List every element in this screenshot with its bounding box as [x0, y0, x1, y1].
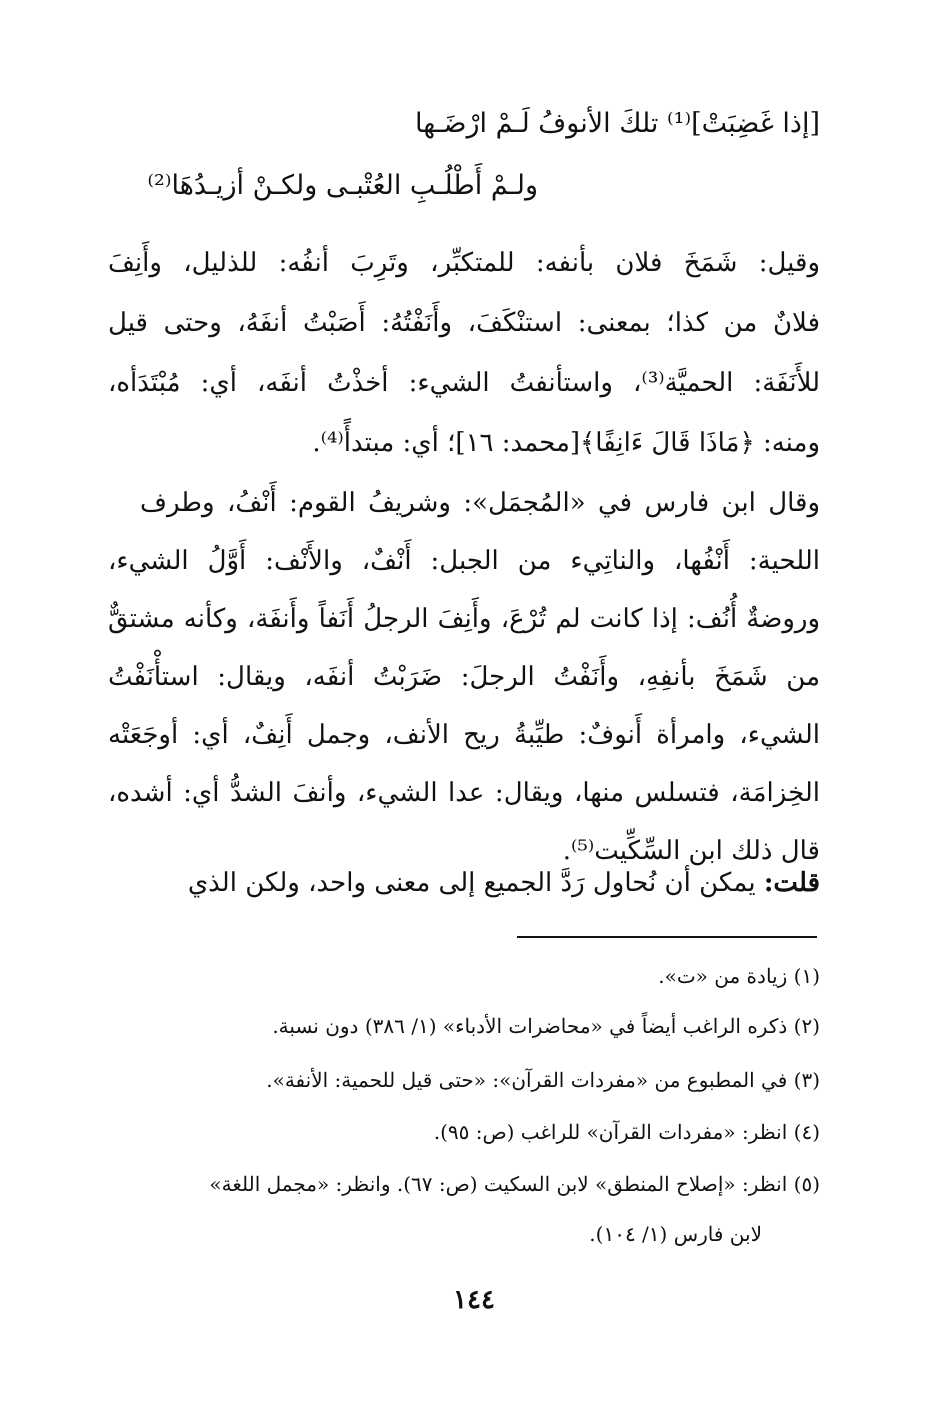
- verse-line-1: [إذا غَضِبَتْ]⁽¹⁾ تلكَ الأنوفُ لَـمْ ارْضَـها: [414, 108, 820, 139]
- footnote-5-continuation: لابن فارس (١/ ١٠٤).: [589, 1222, 762, 1246]
- paragraph-2-line-7: قال ذلك ابن السِّكِّيت⁽⁵⁾.: [562, 836, 820, 866]
- paragraph-3-label: قلت:: [763, 868, 820, 898]
- paragraph-1-line-4: ومنه: ﴿مَاذَا قَالَ ءَانِفًا﴾[محمد: ١٦]؛ أي: مبتدأً⁽⁴⁾.: [312, 428, 820, 458]
- paragraph-1-line-3: للأَنَفَة: الحميَّة⁽³⁾، واستأنفتُ الشيء: أخذْتُ أنفَه، أي: مُبْتَدَأه،: [108, 368, 821, 398]
- paragraph-2-line-4: من شَمَخَ بأنفِهِ، وأَنَفْتُ الرجلَ: ضَرَبْتُ أنفَه، ويقال: استأْنَفْتُ: [108, 662, 820, 692]
- paragraph-3-text: يمكن أن نُحاول رَدَّ الجميع إلى معنى واحد، ولكن الذي: [187, 868, 764, 898]
- paragraph-1-line-2: فلانٌ من كذا؛ بمعنى: استنْكَفَ، وأَنَفْتُهُ: أَصَبْتُ أنفَهُ، وحتى قيل: [108, 308, 820, 338]
- footnote-4: (٤) انظر: «مفردات القرآن» للراغب (ص: ٩٥).: [433, 1120, 820, 1144]
- paragraph-2-line-6: الخِزامَة، فتسلس منها، ويقال: عدا الشيء، وأنفَ الشدُّ أي: أشده،: [108, 778, 820, 808]
- paragraph-3-line-1: [108, 868, 820, 898]
- paragraph-2-line-5: الشيء، وامرأة أَنوفٌ: طيِّبةُ ريح الأنف، وجمل أَنِفٌ، أي: أوجَعَتْه: [108, 720, 820, 750]
- paragraph-2-line-3: وروضةٌ أُنُف: إذا كانت لم تُرْعَ، وأَنِفَ الرجلُ أَنَفاً وأَنفَة، وكأنه مشتقٌّ: [108, 604, 820, 634]
- footnote-separator: [517, 936, 817, 938]
- paragraph-1-line-1: وقيل: شَمَخَ فلان بأنفه: للمتكبِّر، وتَرِبَ أنفُه: للذليل، وأَنِفَ: [108, 248, 820, 278]
- paragraph-2-line-2: اللحية: أَنْفُها، والناتِيء من الجبل: أَنْفٌ، والأَنْف: أَوَّلُ الشيء،: [108, 546, 820, 576]
- footnote-2: (٢) ذكره الراغب أيضاً في «محاضرات الأدباء» (١/ ٣٨٦) دون نسبة.: [272, 1014, 820, 1038]
- footnote-3: (٣) في المطبوع من «مفردات القرآن»: «حتى قيل للحمية: الأنفة».: [266, 1068, 820, 1092]
- verse-line-2: ولـمْ أَطْلُـبِ العُتْبـى ولكـنْ أزيـدُهَا⁽²⁾: [147, 170, 538, 201]
- paragraph-2-line-1: وقال ابن فارس في «المُجمَل»: وشريفُ القوم: أَنْفُ، وطرف: [140, 488, 820, 518]
- footnote-1: (١) زيادة من «ت».: [658, 964, 820, 988]
- page-number: ١٤٤: [453, 1285, 495, 1315]
- footnote-5: (٥) انظر: «إصلاح المنطق» لابن السكيت (ص: ٦٧). وانظر: «مجمل اللغة»: [209, 1172, 820, 1196]
